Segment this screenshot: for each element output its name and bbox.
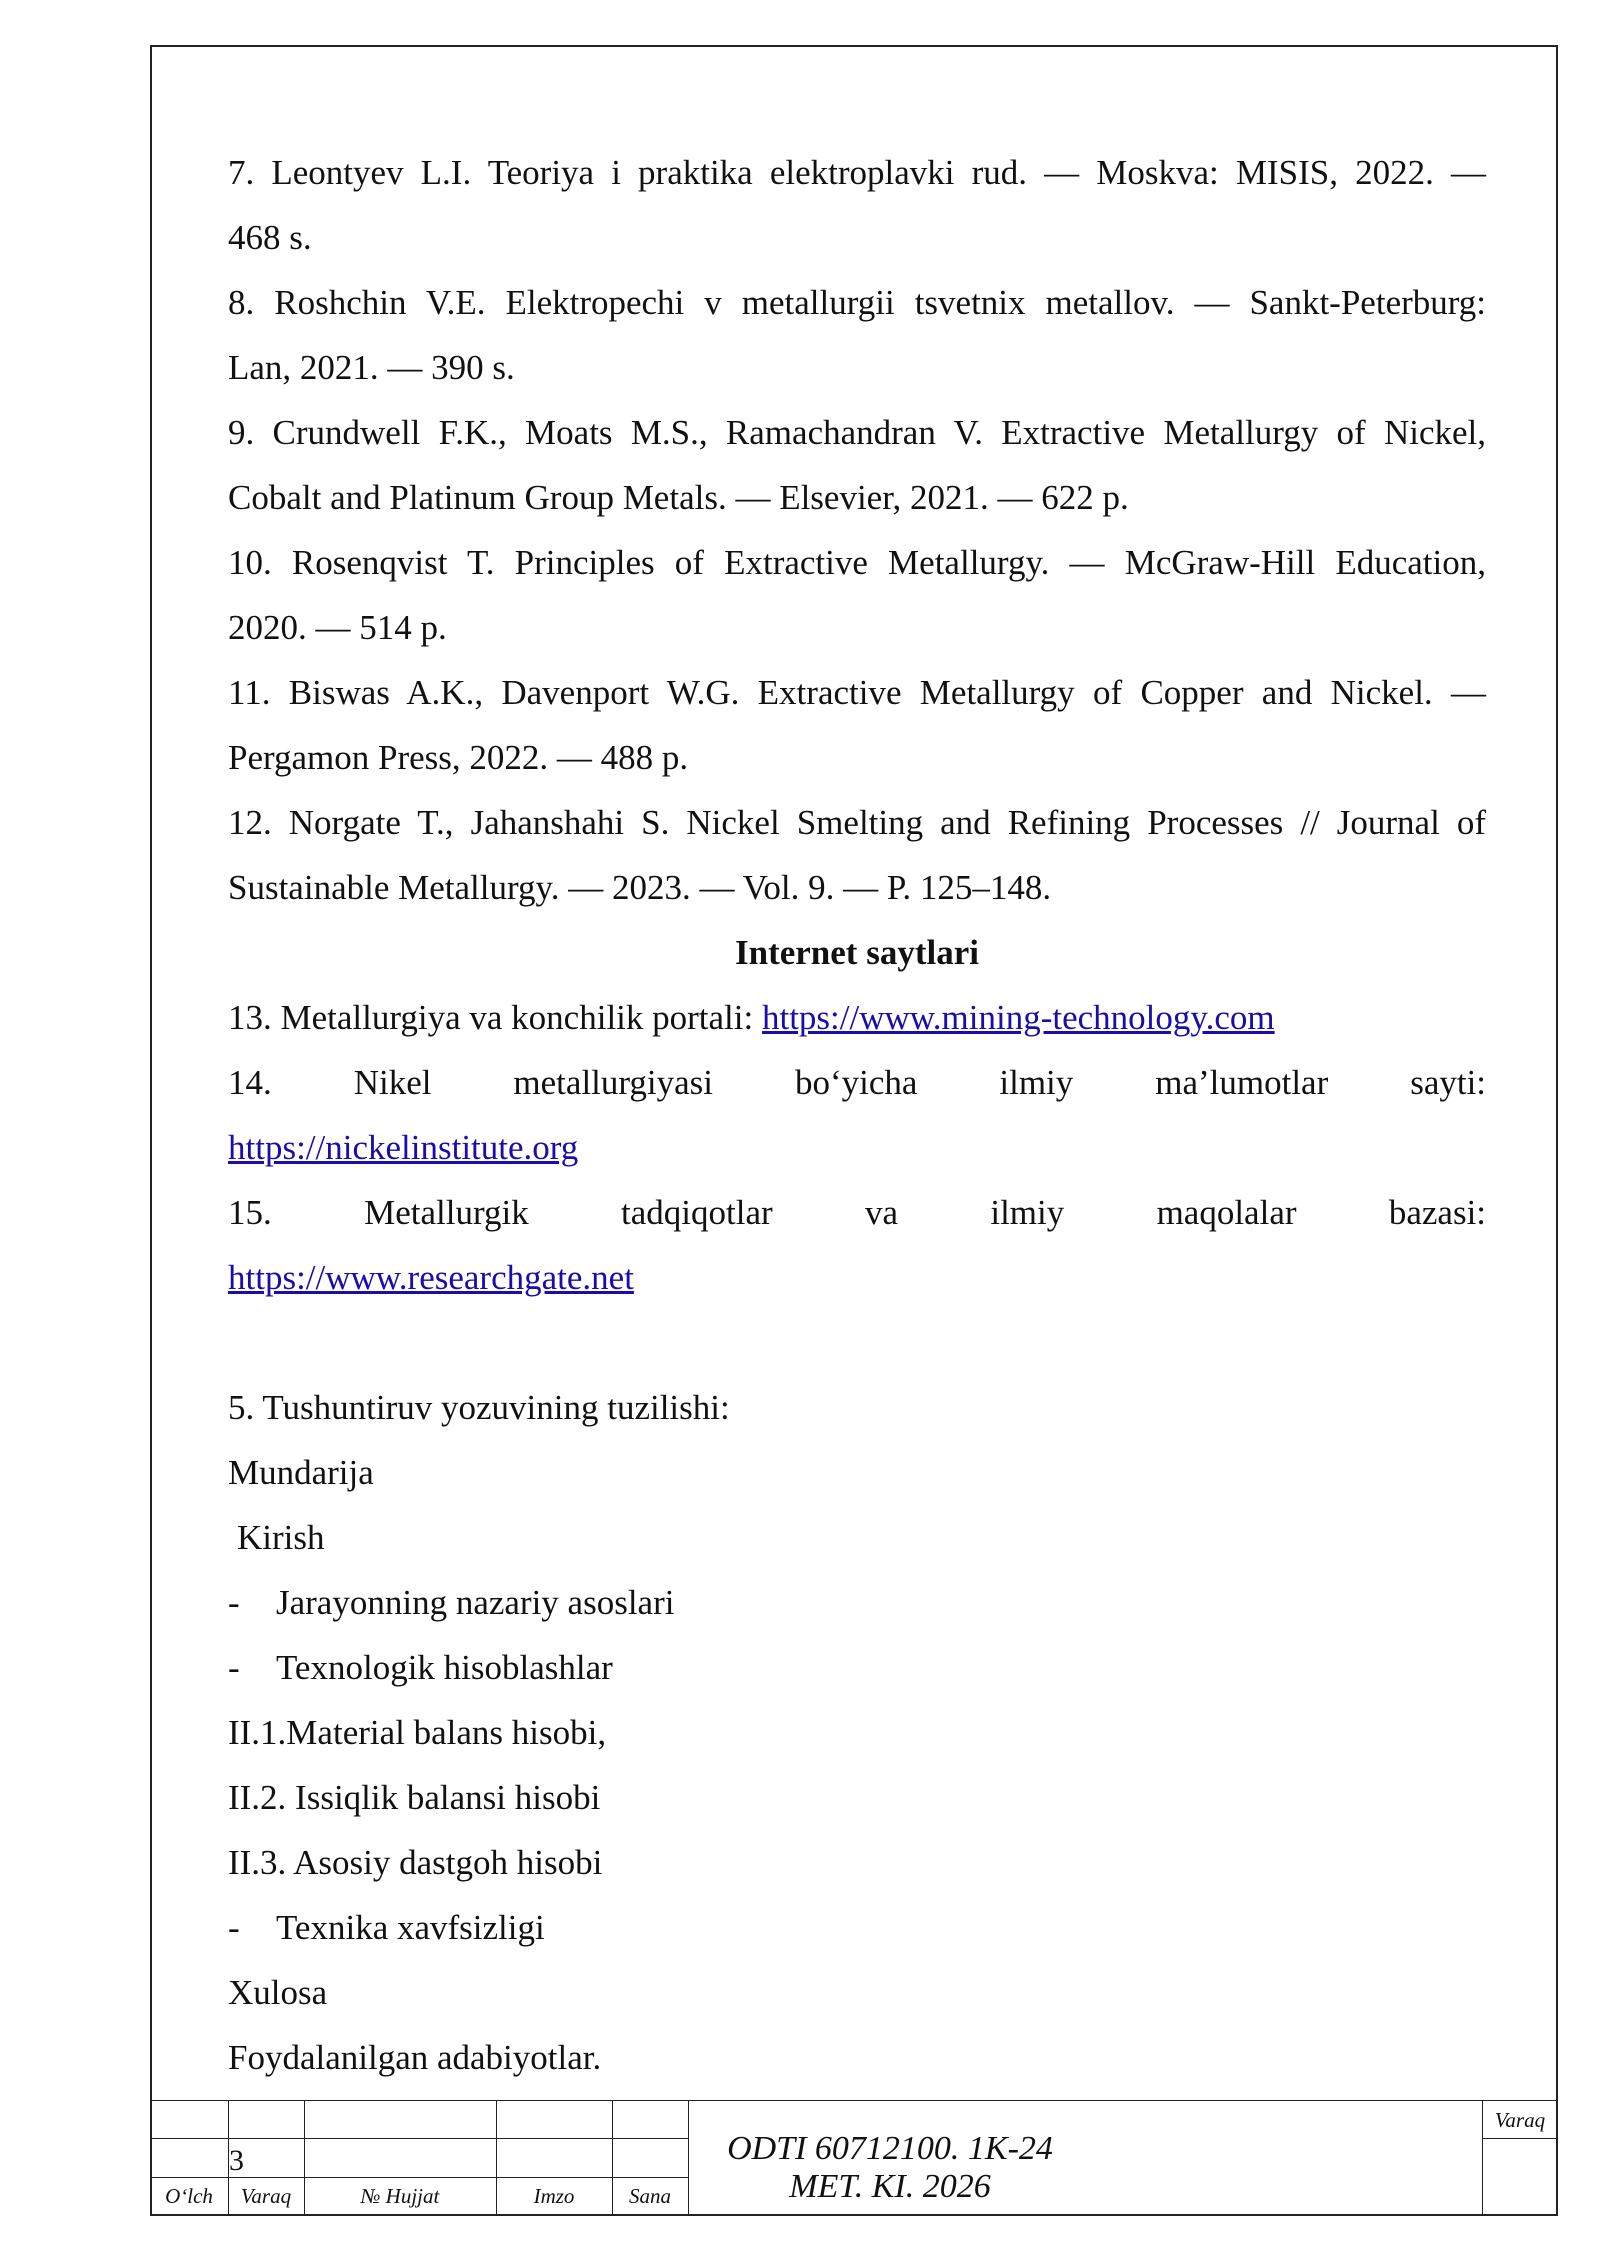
toc-asosiy-dastgoh: II.3. Asosiy dastgoh hisobi [228, 1843, 603, 1882]
reference-text: Biswas A.K., Davenport W.G. Extractive Metallurgy of Copper and Nickel. — [288, 673, 1486, 712]
reference-word: metallurgiyasi [513, 1063, 714, 1102]
reference-line: 468 s. [228, 218, 312, 257]
spacer [228, 1310, 1486, 1375]
reference-text: 13. Metallurgiya va konchilik portali: [228, 998, 762, 1037]
reference-line [228, 140, 1486, 205]
stamp-row-divider [150, 2138, 688, 2139]
reference-text: Roshchin V.E. Elektropechi v metallurgii tsvetnix metallov. — Sankt-Peterburg: [274, 283, 1487, 322]
reference-11 [228, 660, 1486, 790]
reference-line [228, 270, 1486, 335]
toc-nazariy [228, 1570, 1486, 1635]
reference-number: 8. [228, 283, 255, 322]
title-block-stamp [150, 2100, 1558, 2216]
reference-text: Rosenqvist T. Principles of Extractive Metallurgy. — McGraw-Hill Education, [291, 543, 1487, 582]
label-olch: O‘lch [165, 2184, 213, 2208]
toc-kirish: Kirish [237, 1518, 325, 1557]
reference-15-link-line [228, 1245, 1486, 1310]
reference-line [228, 530, 1486, 595]
reference-number: 12. [228, 803, 272, 842]
bullet-dash: - [228, 1648, 240, 1687]
toc-mundarija: Mundarija [228, 1453, 374, 1492]
label-varaq-right: Varaq [1494, 2108, 1546, 2132]
reference-word: sayti: [1410, 1063, 1487, 1102]
reference-word: bo‘yicha [794, 1063, 918, 1102]
bullet-dash: - [228, 1583, 240, 1622]
reference-line [228, 790, 1486, 855]
reference-number: 11. [228, 673, 271, 712]
document-id: ODTI 60712100. 1K-24 MET. KI. 2026 [727, 2130, 1053, 2205]
reference-text: Norgate T., Jahanshahi S. Nickel Smelting and Refining Processes // Journal of [288, 803, 1486, 842]
stamp-top-border [150, 2100, 1558, 2101]
reference-number: 9. [228, 413, 255, 452]
reference-word: 14. [228, 1063, 272, 1102]
reference-line: 2020. — 514 p. [228, 608, 447, 647]
document-body [228, 140, 1486, 2090]
reference-text: Crundwell F.K., Moats M.S., Ramachandran V. Extractive Metallurgy of Nickel, [272, 413, 1486, 452]
reference-14 [228, 1050, 1486, 1115]
sheet-number: 3 [229, 2144, 244, 2177]
reference-word: ilmiy [999, 1063, 1074, 1102]
toc-item-label: Texnologik hisoblashlar [276, 1648, 613, 1687]
bullet-dash: - [228, 1908, 240, 1947]
reference-14-link-line [228, 1115, 1486, 1180]
reference-word: tadqiqotlar [621, 1193, 773, 1232]
reference-line: Sustainable Metallurgy. — 2023. — Vol. 9. — P. 125–148. [228, 868, 1052, 907]
reference-line: Lan, 2021. — 390 s. [228, 348, 515, 387]
reference-word: Metallurgik [364, 1193, 529, 1232]
reference-word: maqolalar [1156, 1193, 1297, 1232]
stamp-sheet-divider [1482, 2138, 1558, 2139]
toc-adabiyotlar: Foydalanilgan adabiyotlar. [228, 2038, 602, 2077]
reference-word: ma’lumotlar [1155, 1063, 1329, 1102]
reference-text: Leontyev L.I. Teoriya i praktika elektroplavki rud. — Moskva: MISIS, 2022. — [271, 153, 1487, 192]
label-imzo: Imzo [533, 2184, 575, 2208]
toc-item-label: Jarayonning nazariy asoslari [276, 1583, 675, 1622]
reference-number: 10. [228, 543, 272, 582]
toc-xulosa: Xulosa [228, 1973, 328, 2012]
toc-xavfsizlik [228, 1895, 1486, 1960]
reference-word: Nikel [353, 1063, 432, 1102]
reference-9 [228, 400, 1486, 530]
label-sana: Sana [629, 2184, 671, 2208]
structure-heading: 5. Tushuntiruv yozuvining tuzilishi: [228, 1388, 730, 1427]
reference-line: Pergamon Press, 2022. — 488 p. [228, 738, 689, 777]
toc-issiqlik-balansi: II.2. Issiqlik balansi hisobi [228, 1778, 601, 1817]
reference-word: 15. [228, 1193, 272, 1232]
reference-8 [228, 270, 1486, 400]
reference-13 [228, 985, 1486, 1050]
reference-line: Cobalt and Platinum Group Metals. — Elsevier, 2021. — 622 p. [228, 478, 1129, 517]
reference-line [228, 660, 1486, 725]
stamp-col-divider [688, 2100, 689, 2216]
reference-word: va [864, 1193, 899, 1232]
label-hujjat: № Hujjat [360, 2184, 440, 2208]
reference-word: bazasi: [1388, 1193, 1487, 1232]
label-varaq: Varaq [240, 2184, 292, 2208]
toc-item-label: Texnika xavfsizligi [276, 1908, 545, 1947]
internet-sites-heading: Internet saytlari [735, 933, 979, 972]
nickelinstitute-link[interactable]: https://nickelinstitute.org [228, 1128, 579, 1167]
reference-7 [228, 140, 1486, 270]
reference-15 [228, 1180, 1486, 1245]
reference-number: 7. [228, 153, 255, 192]
mining-technology-link[interactable]: https://www.mining-technology.com [761, 998, 1275, 1037]
researchgate-link[interactable]: https://www.researchgate.net [228, 1258, 634, 1297]
toc-material-balans: II.1.Material balans hisobi, [228, 1713, 607, 1752]
reference-10 [228, 530, 1486, 660]
reference-line [228, 400, 1486, 465]
reference-word: ilmiy [990, 1193, 1065, 1232]
reference-12 [228, 790, 1486, 920]
toc-texnologik [228, 1635, 1486, 1700]
